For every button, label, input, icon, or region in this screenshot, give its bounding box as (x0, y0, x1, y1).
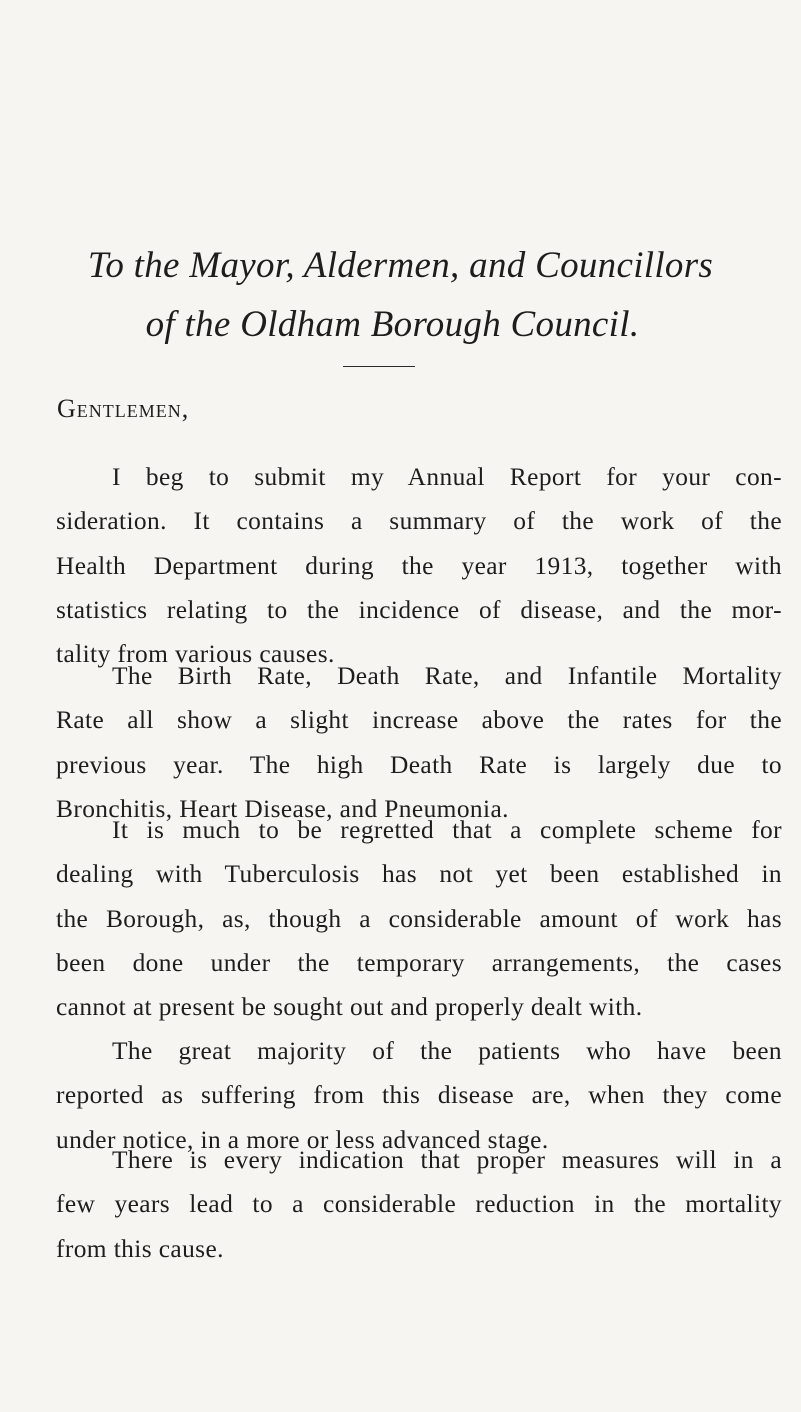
paragraph-line: Health Department during the year 1913, together with (56, 551, 782, 580)
paragraph-line: It is much to be regretted that a complete scheme for (112, 816, 782, 844)
paragraph-line: I beg to submit my Annual Report for your con- (112, 463, 782, 491)
paragraph-line: reported as suffering from this disease are, when they come (56, 1081, 782, 1110)
paragraph-line: previous year. The high Death Rate is largely due to (56, 750, 782, 779)
paragraph-3 (56, 808, 782, 1029)
separator-rule (343, 366, 415, 367)
paragraph-line: The great majority of the patients who have been (112, 1037, 782, 1065)
paragraph-line: Bronchitis, Heart Disease, and Pneumonia. (56, 794, 509, 823)
salutation: Gentlemen, (57, 394, 190, 423)
address-heading-line-2: of the Oldham Borough Council. (145, 304, 640, 345)
paragraph-line: tality from various causes. (56, 640, 335, 669)
paragraph-line: under notice, in a more or less advanced stage. (56, 1125, 549, 1154)
paragraph-line: The Birth Rate, Death Rate, and Infantile Mortality (112, 662, 782, 690)
paragraph-line: There is every indication that proper measures will in a (112, 1146, 782, 1174)
paragraph-line: few years lead to a considerable reduction in the mortality (56, 1190, 782, 1219)
paragraph-line: from this cause. (56, 1234, 224, 1263)
paragraph-line: Rate all show a slight increase above the rates for the (56, 706, 782, 735)
paragraph-line: cannot at present be sought out and properly dealt with. (56, 993, 643, 1022)
paragraph-line: sideration. It contains a summary of the work of the (56, 507, 782, 536)
paragraph-line: statistics relating to the incidence of disease, and the mor- (56, 595, 782, 624)
paragraph-line: been done under the temporary arrangements, the cases (56, 948, 782, 977)
address-heading-line-1: To the Mayor, Aldermen, and Councillors (87, 245, 714, 286)
paragraph-5 (56, 1138, 782, 1271)
paragraph-1 (56, 455, 782, 676)
paragraph-line: dealing with Tuberculosis has not yet been established in (56, 860, 782, 889)
paragraph-line: the Borough, as, though a considerable amount of work has (56, 904, 782, 933)
paragraph-2 (56, 654, 782, 831)
